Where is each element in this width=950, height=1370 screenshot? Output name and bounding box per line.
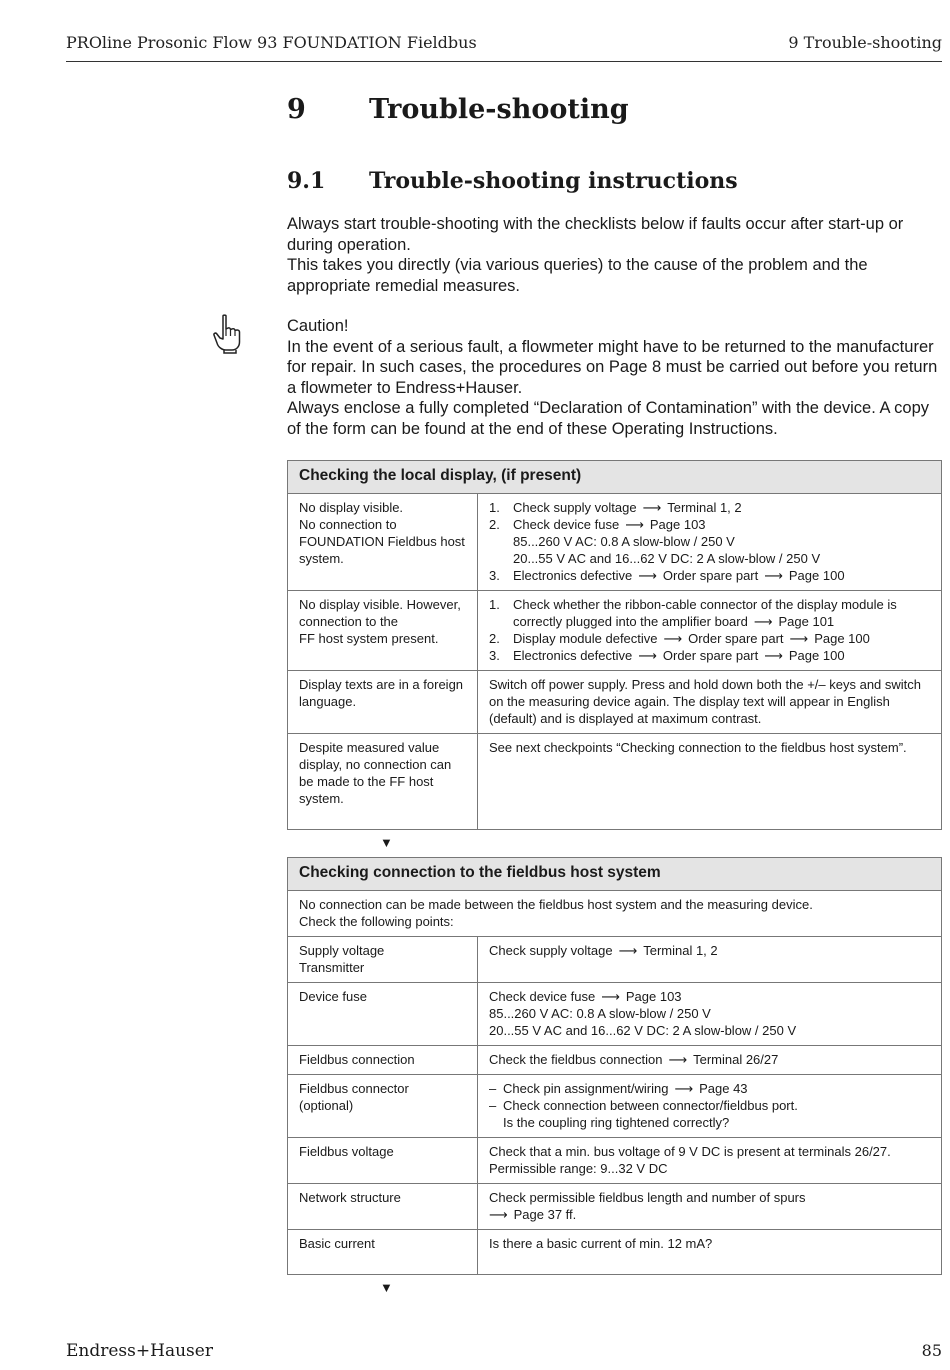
check-cell: Check permissible fieldbus length and number of spurs ⟶ Page 37 ff. <box>478 1184 942 1230</box>
header-document-title: PROline Prosonic Flow 93 FOUNDATION Fieldbus <box>66 33 477 52</box>
intro-text <box>287 214 942 296</box>
caution-paragraph: In the event of a serious fault, a flowmeter might have to be returned to the manufacturer for repair. In such cases, the procedures on Page 8 must be carried out before you return a flowmeter to Endress+Hauser. <box>287 337 938 397</box>
table-row <box>288 1075 942 1138</box>
check-label-cell: Network structure <box>288 1184 478 1230</box>
check-label-cell: Supply voltage Transmitter <box>288 937 478 983</box>
check-cell: Check supply voltage ⟶ Terminal 1, 2 <box>478 937 942 983</box>
remedy-cell: Switch off power supply. Press and hold down both the +/– keys and switch on the measuring device again. The display text will appear in English (default) and is displayed at maximum contrast. <box>478 671 942 734</box>
arrow-right-icon: ⟶ <box>601 989 620 1004</box>
pointing-hand-icon <box>212 314 242 354</box>
table-row <box>288 591 942 671</box>
check-cell: Is there a basic current of min. 12 mA? <box>478 1230 942 1275</box>
symptom-cell: Display texts are in a foreign language. <box>288 671 478 734</box>
section-number: 9.1 <box>287 168 326 194</box>
check-label-cell: Basic current <box>288 1230 478 1275</box>
check-label-cell: Fieldbus voltage <box>288 1138 478 1184</box>
table-title: Checking the local display, (if present) <box>288 461 942 494</box>
caution-note <box>287 316 942 439</box>
arrow-right-icon: ⟶ <box>625 517 644 532</box>
arrow-right-icon: ⟶ <box>638 568 657 583</box>
table-row <box>288 494 942 591</box>
symptom-cell: Despite measured value display, no connection can be made to the FF host system. <box>288 734 478 830</box>
remedy-cell: 1. Check whether the ribbon-cable connector of the display module is correctly plugged into the amplifier board ⟶ Page 101 2. Display module defective ⟶ Order spare part ⟶ Page 100 3. Electronics defective ⟶ Order spare part ⟶ Page 100 <box>478 591 942 671</box>
fieldbus-connection-table <box>287 857 942 1275</box>
footer-brand: Endress+Hauser <box>66 1341 213 1361</box>
intro-paragraph: Always start trouble-shooting with the checklists below if faults occur after start-up or during operation. <box>287 215 904 254</box>
page-header <box>66 30 942 62</box>
arrow-right-icon: ⟶ <box>674 1081 694 1096</box>
check-cell: Check the fieldbus connection ⟶ Terminal 26/27 <box>478 1046 942 1075</box>
check-cell: Check that a min. bus voltage of 9 V DC is present at terminals 26/27. Permissible range: 9...32 V DC <box>478 1138 942 1184</box>
arrow-right-icon: ⟶ <box>764 648 783 663</box>
symptom-cell: No display visible. No connection to FOUNDATION Fieldbus host system. <box>288 494 478 591</box>
check-label-cell: Fieldbus connector (optional) <box>288 1075 478 1138</box>
table-row <box>288 1230 942 1275</box>
section-heading <box>287 168 738 194</box>
chapter-number: 9 <box>287 94 306 125</box>
local-display-table <box>287 460 942 830</box>
remedy-cell: See next checkpoints “Checking connection to the fieldbus host system”. <box>478 734 942 830</box>
down-arrow-icon: ▼ <box>380 835 393 850</box>
table-row <box>288 734 942 830</box>
arrow-right-icon: ⟶ <box>638 648 657 663</box>
table-title: Checking connection to the fieldbus host system <box>288 858 942 891</box>
arrow-right-icon: ⟶ <box>642 500 662 515</box>
arrow-right-icon: ⟶ <box>489 1207 508 1222</box>
check-label-cell: Device fuse <box>288 983 478 1046</box>
arrow-right-icon: ⟶ <box>618 943 638 958</box>
caution-paragraph: Always enclose a fully completed “Declaration of Contamination” with the device. A copy of the form can be found at the end of these Operating Instructions. <box>287 399 929 438</box>
check-cell: Check device fuse ⟶ Page 103 85...260 V AC: 0.8 A slow-blow / 250 V 20...55 V AC and 16...62 V DC: 2 A slow-blow / 250 V <box>478 983 942 1046</box>
table-row <box>288 1046 942 1075</box>
caution-title: Caution! <box>287 317 349 335</box>
chapter-title: Trouble-shooting <box>369 94 629 125</box>
table-row <box>288 1138 942 1184</box>
header-chapter: 9 Trouble-shooting <box>788 33 942 52</box>
remedy-cell: 1. Check supply voltage ⟶ Terminal 1, 2 2. Check device fuse ⟶ Page 103 85...260 V AC: 0.8 A slow-blow / 250 V 20...55 V AC and 16...62 V DC: 2 A slow-blow / 250 V 3. Electronics defective ⟶ Order spare part ⟶ Page 100 <box>478 494 942 591</box>
symptom-cell: No display visible. However, connection to the FF host system present. <box>288 591 478 671</box>
down-arrow-icon: ▼ <box>380 1280 393 1295</box>
arrow-right-icon: ⟶ <box>668 1052 688 1067</box>
table-row <box>288 983 942 1046</box>
chapter-heading <box>287 94 629 125</box>
table-row <box>288 671 942 734</box>
intro-paragraph: This takes you directly (via various queries) to the cause of the problem and the appropriate remedial measures. <box>287 256 868 295</box>
arrow-right-icon: ⟶ <box>789 631 809 646</box>
table-row <box>288 937 942 983</box>
arrow-right-icon: ⟶ <box>764 568 783 583</box>
section-title: Trouble-shooting instructions <box>369 168 738 194</box>
table-row <box>288 1184 942 1230</box>
table-intro-cell: No connection can be made between the fieldbus host system and the measuring device. Check the following points: <box>288 891 942 937</box>
arrow-right-icon: ⟶ <box>663 631 683 646</box>
table-row <box>288 891 942 937</box>
check-cell: – Check pin assignment/wiring ⟶ Page 43 – Check connection between connector/fieldbus port. Is the coupling ring tightened correctly? <box>478 1075 942 1138</box>
check-label-cell: Fieldbus connection <box>288 1046 478 1075</box>
arrow-right-icon: ⟶ <box>753 614 773 629</box>
page-number: 85 <box>921 1341 942 1360</box>
